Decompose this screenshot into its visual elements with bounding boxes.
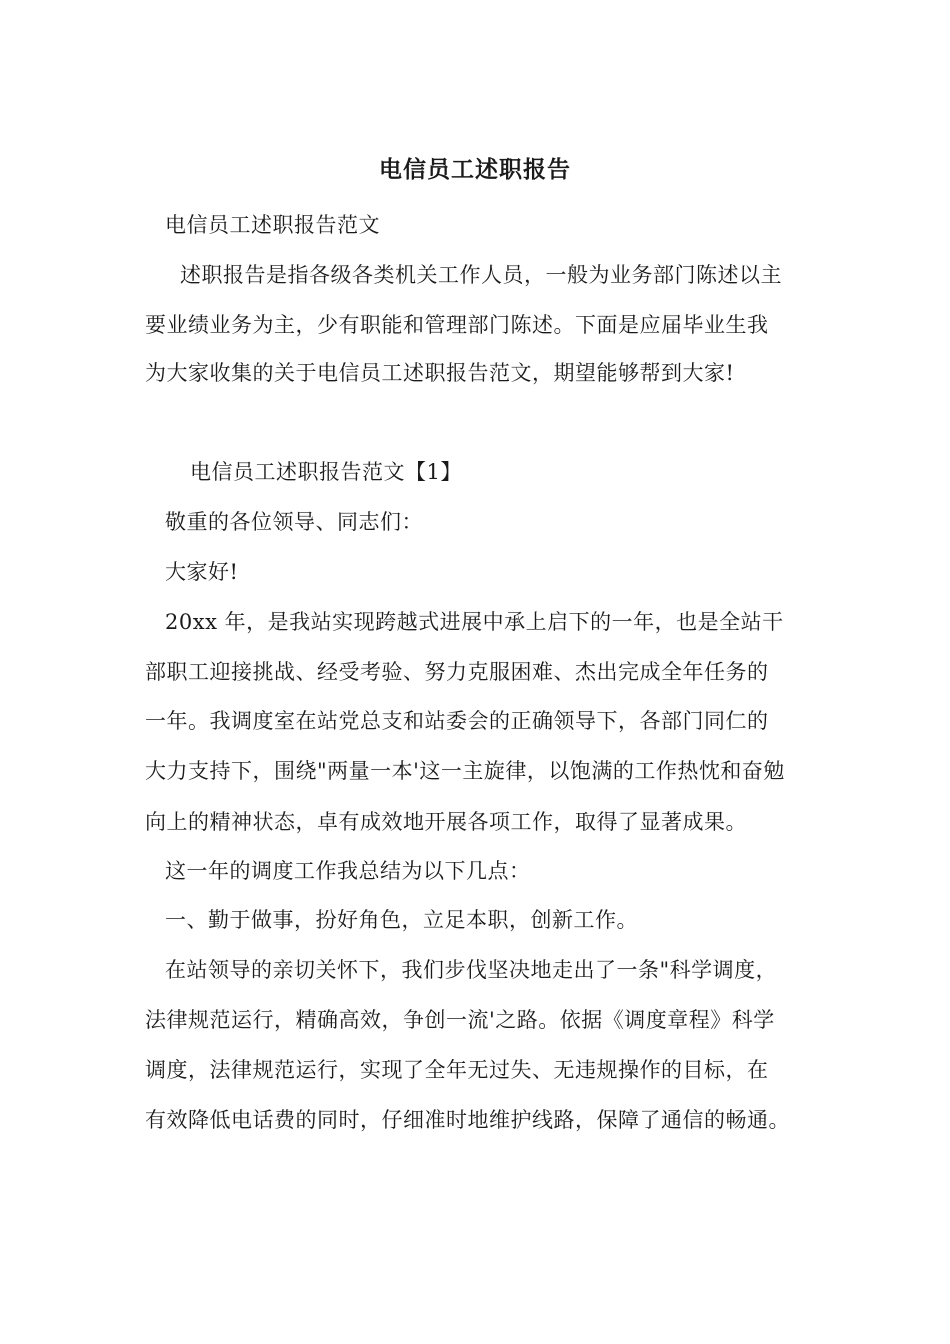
subtitle-line: 电信员工述职报告范文 [165, 213, 380, 237]
document-title: 电信员工述职报告 [379, 156, 571, 183]
paragraph-line: 部职工迎接挑战、经受考验、努力克服困难、杰出完成全年任务的 [145, 660, 769, 684]
paragraph-line: 向上的精神状态，卓有成效地开展各项工作，取得了显著成果。 [145, 810, 747, 834]
paragraph-line: 调度，法律规范运行，实现了全年无过失、无违规操作的目标，在 [145, 1058, 769, 1082]
greeting-line: 大家好! [165, 560, 239, 584]
section-heading: 电信员工述职报告范文【1】 [190, 460, 462, 484]
paragraph-line: 述职报告是指各级各类机关工作人员，一般为业务部门陈述以主 [180, 263, 782, 287]
paragraph-line: 在站领导的亲切关怀下，我们步伐坚决地走出了一条"科学调度， [165, 958, 778, 982]
paragraph-line: 有效降低电话费的同时，仔细准时地维护线路，保障了通信的畅通。 [145, 1108, 790, 1132]
paragraph-line: 要业绩业务为主，少有职能和管理部门陈述。下面是应届毕业生我 [145, 313, 769, 337]
paragraph-line: 这一年的调度工作我总结为以下几点： [165, 859, 531, 883]
salutation-line: 敬重的各位领导、同志们： [165, 510, 423, 534]
paragraph-line: 一年。我调度室在站党总支和站委会的正确领导下，各部门同仁的 [145, 709, 769, 733]
paragraph-line: 大力支持下，围绕"两量一本'这一主旋律，以饱满的工作热忱和奋勉 [145, 759, 785, 783]
paragraph-line: 为大家收集的关于电信员工述职报告范文，期望能够帮到大家! [145, 361, 735, 385]
point-heading: 一、勤于做事，扮好角色，立足本职，创新工作。 [165, 908, 638, 932]
paragraph-line: 法律规范运行，精确高效，争创一流'之路。依据《调度章程》科学 [145, 1008, 775, 1032]
paragraph-line: 20xx 年，是我站实现跨越式进展中承上启下的一年，也是全站干 [165, 610, 784, 634]
